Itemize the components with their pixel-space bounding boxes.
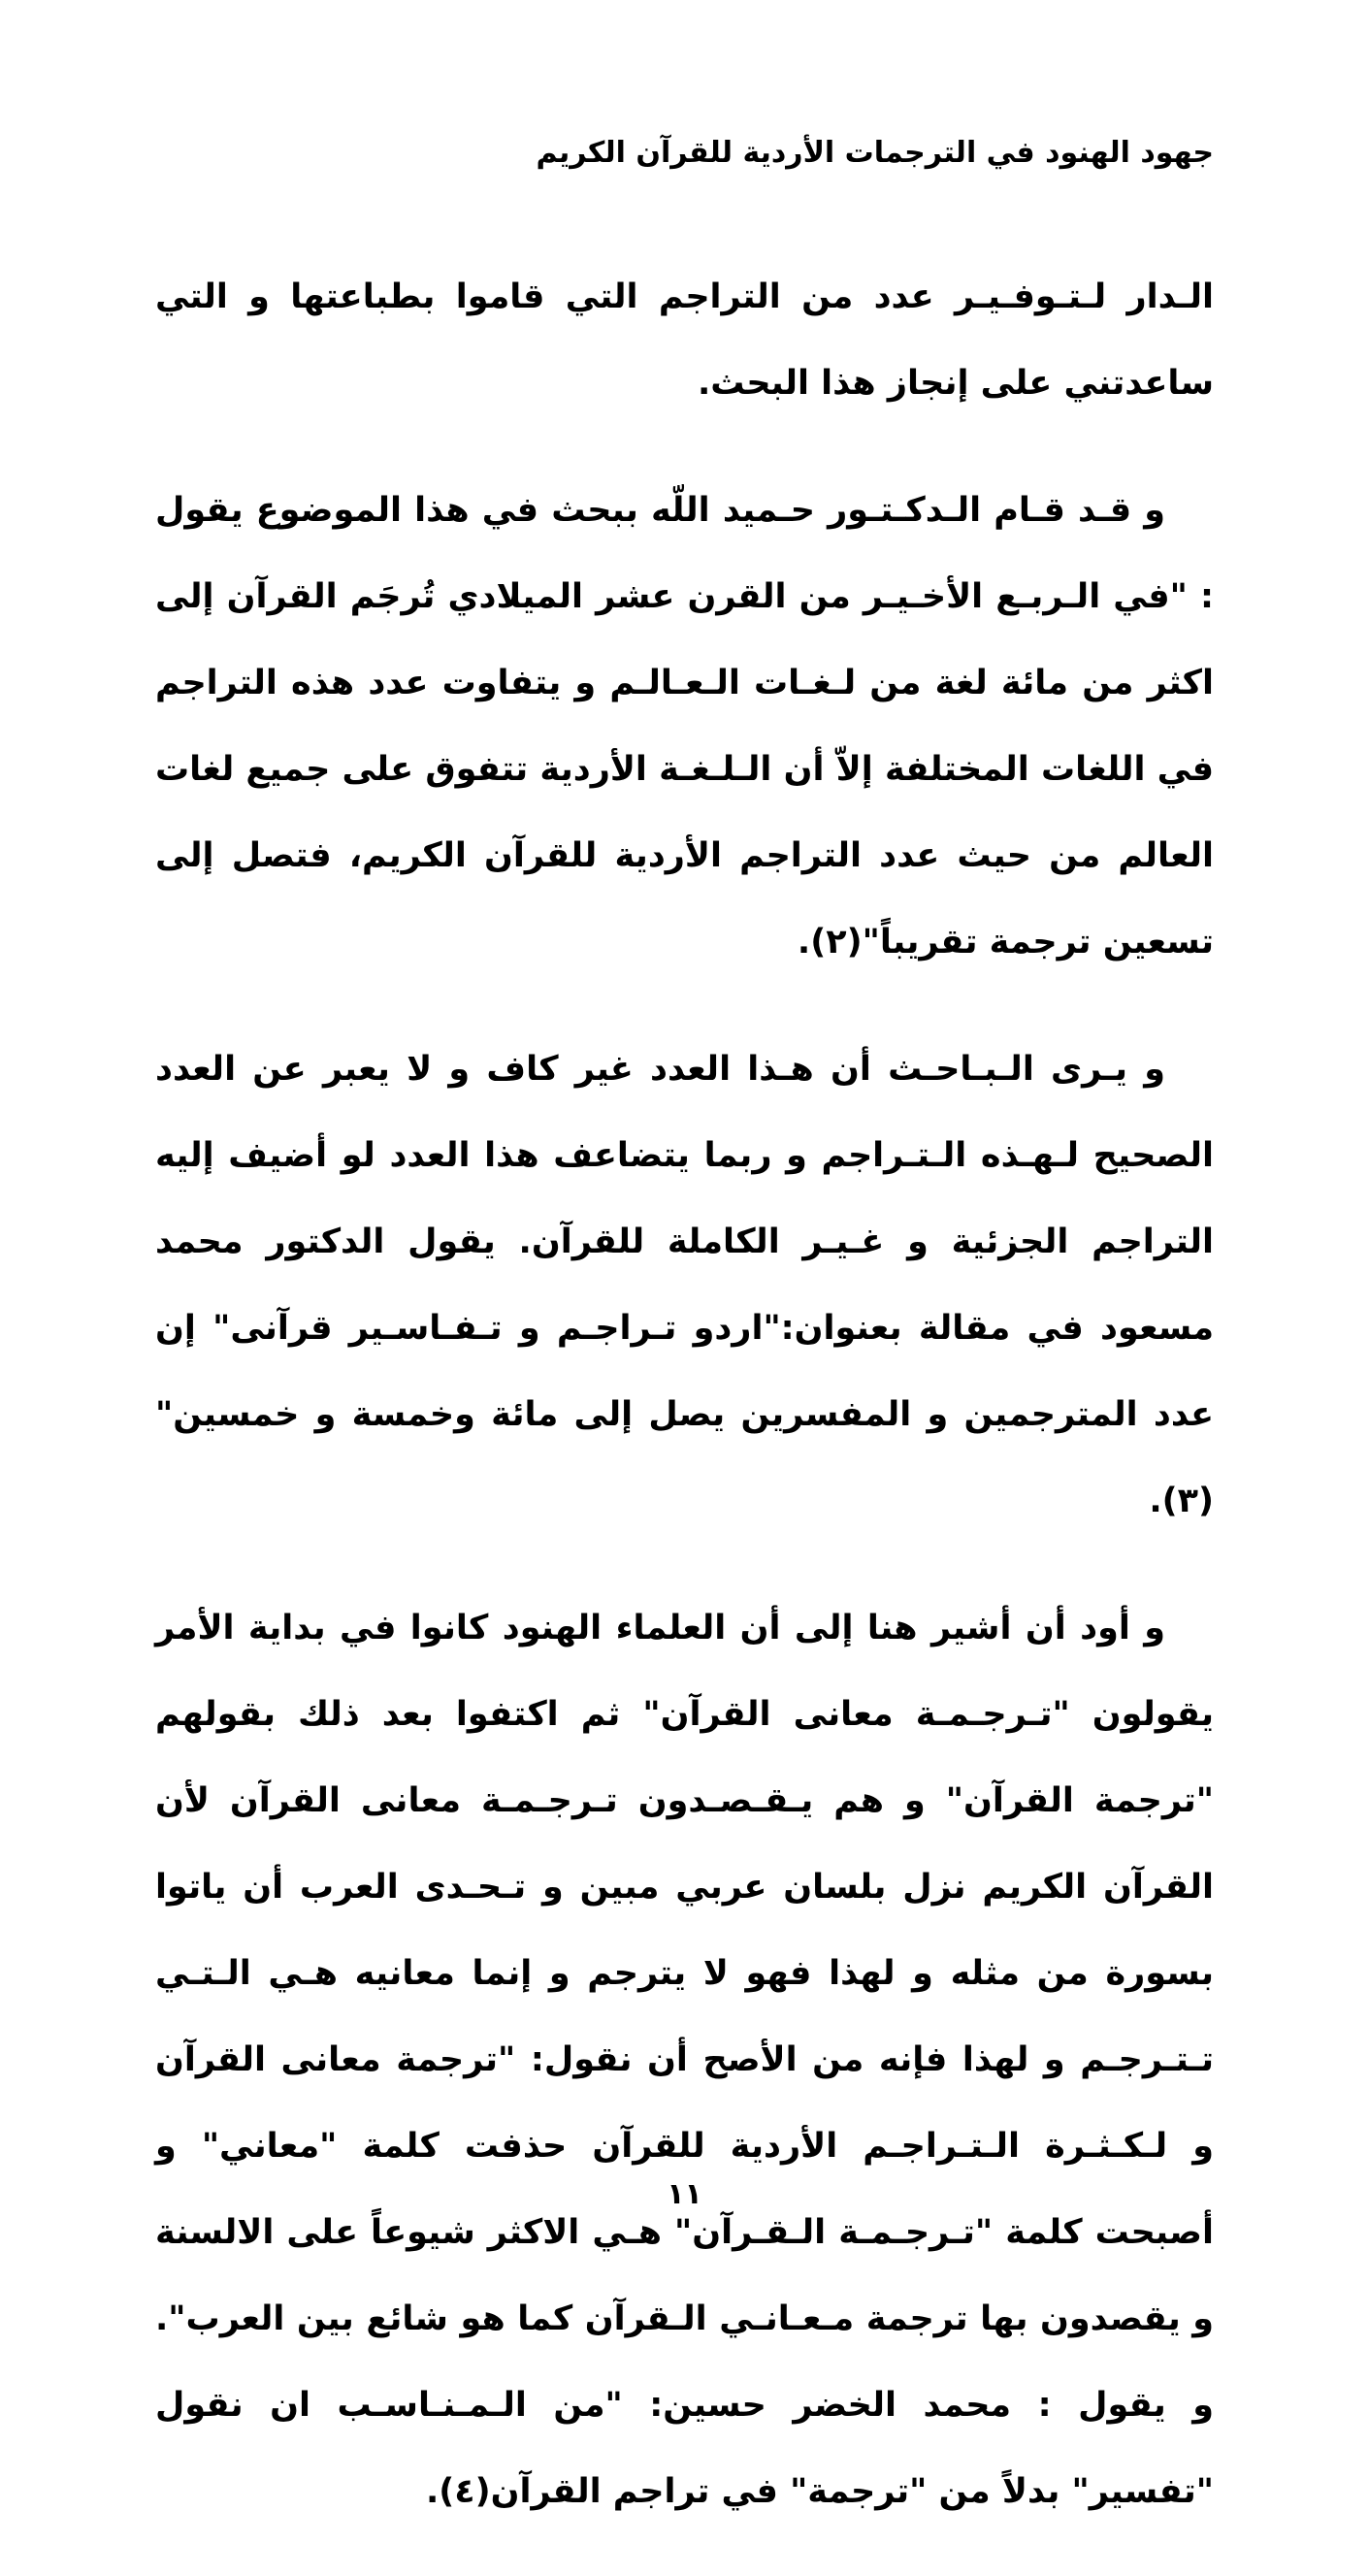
paragraph-translation-terminology: و أود أن أشير هنا إلى أن العلماء الهنود كانوا في بداية الأمر يقولون "تـرجـمـة معانى القرآن" ثم اكتفوا بعد ذلك بقولهم "ترجمة القرآن" و هم يـقـصـدون تـرجـمـة معانى القرآن لأن القرآن الكريم نزل بلسان عربي مبين و تـحـدى العرب أن ياتوا بسورة من مثله و لهذا فهو لا يترجم و إنما معانيه هـي الـتـي تـتـرجـم و لهذا فإنه من الأصح أن نقول: "ترجمة معانى القرآن و لـكـثـرة الـتـراجـم الأردية للقرآن حذفت كلمة "معاني" و أصبحت كلمة "تـرجـمـة الـقـرآن" هـي الاكثر شيوعاً على الالسنة و يقصدون بها ترجمة مـعـانـي الـقرآن كما هو شائع بين العرب". و يقول : محمد الخضر حسين: "من الـمـنـاسـب ان نقول "تفسير" بدلاً من "ترجمة" في تراجم القرآن(٤). xyxy=(155,1609,1214,2511)
paragraph-translation-count: و يـرى الـبـاحـث أن هـذا العدد غير كاف و لا يعبر عن العدد الصحيح لـهـذه الـتـراجم و ربما يتضاعف هذا العدد لو أضيف إليه التراجم الجزئية و غـيـر الكاملة للقرآن. يقول الدكتور محمد مسعود في مقالة بعنوان:"اردو تـراجـم و تـفـاسـير قرآنى" إن عدد المترجمين و المفسرين يصل إلى مائة وخمسة و خمسين"(٣). xyxy=(155,1050,1214,1520)
running-header: جهود الهنود في الترجمات الأردية للقرآن الكريم xyxy=(536,136,1214,170)
body-text xyxy=(155,254,1214,2576)
paragraph-hamidullah-quote: و قـد قـام الـدكـتـور حـميد اللّه ببحث في هذا الموضوع يقول : "في الـربـع الأخـيـر من القرن عشر الميلادي تُرجَم القرآن إلى اكثر من مائة لغة من لـغـات الـعـالـم و يتفاوت عدد هذه التراجم في اللغات المختلفة إلاّ أن الـلـغـة الأردية تتفوق على جميع لغات العالم من حيث عدد التراجم الأردية للقرآن الكريم، فتصل إلى تسعين ترجمة تقريباً"(٢). xyxy=(155,491,1214,962)
page-number: ١١ xyxy=(667,2177,702,2211)
paragraph-continuation: الـدار لـتـوفـيـر عدد من التراجم التي قاموا بطباعتها و التي ساعدتني على إنجاز هذا البحث. xyxy=(155,277,1214,403)
